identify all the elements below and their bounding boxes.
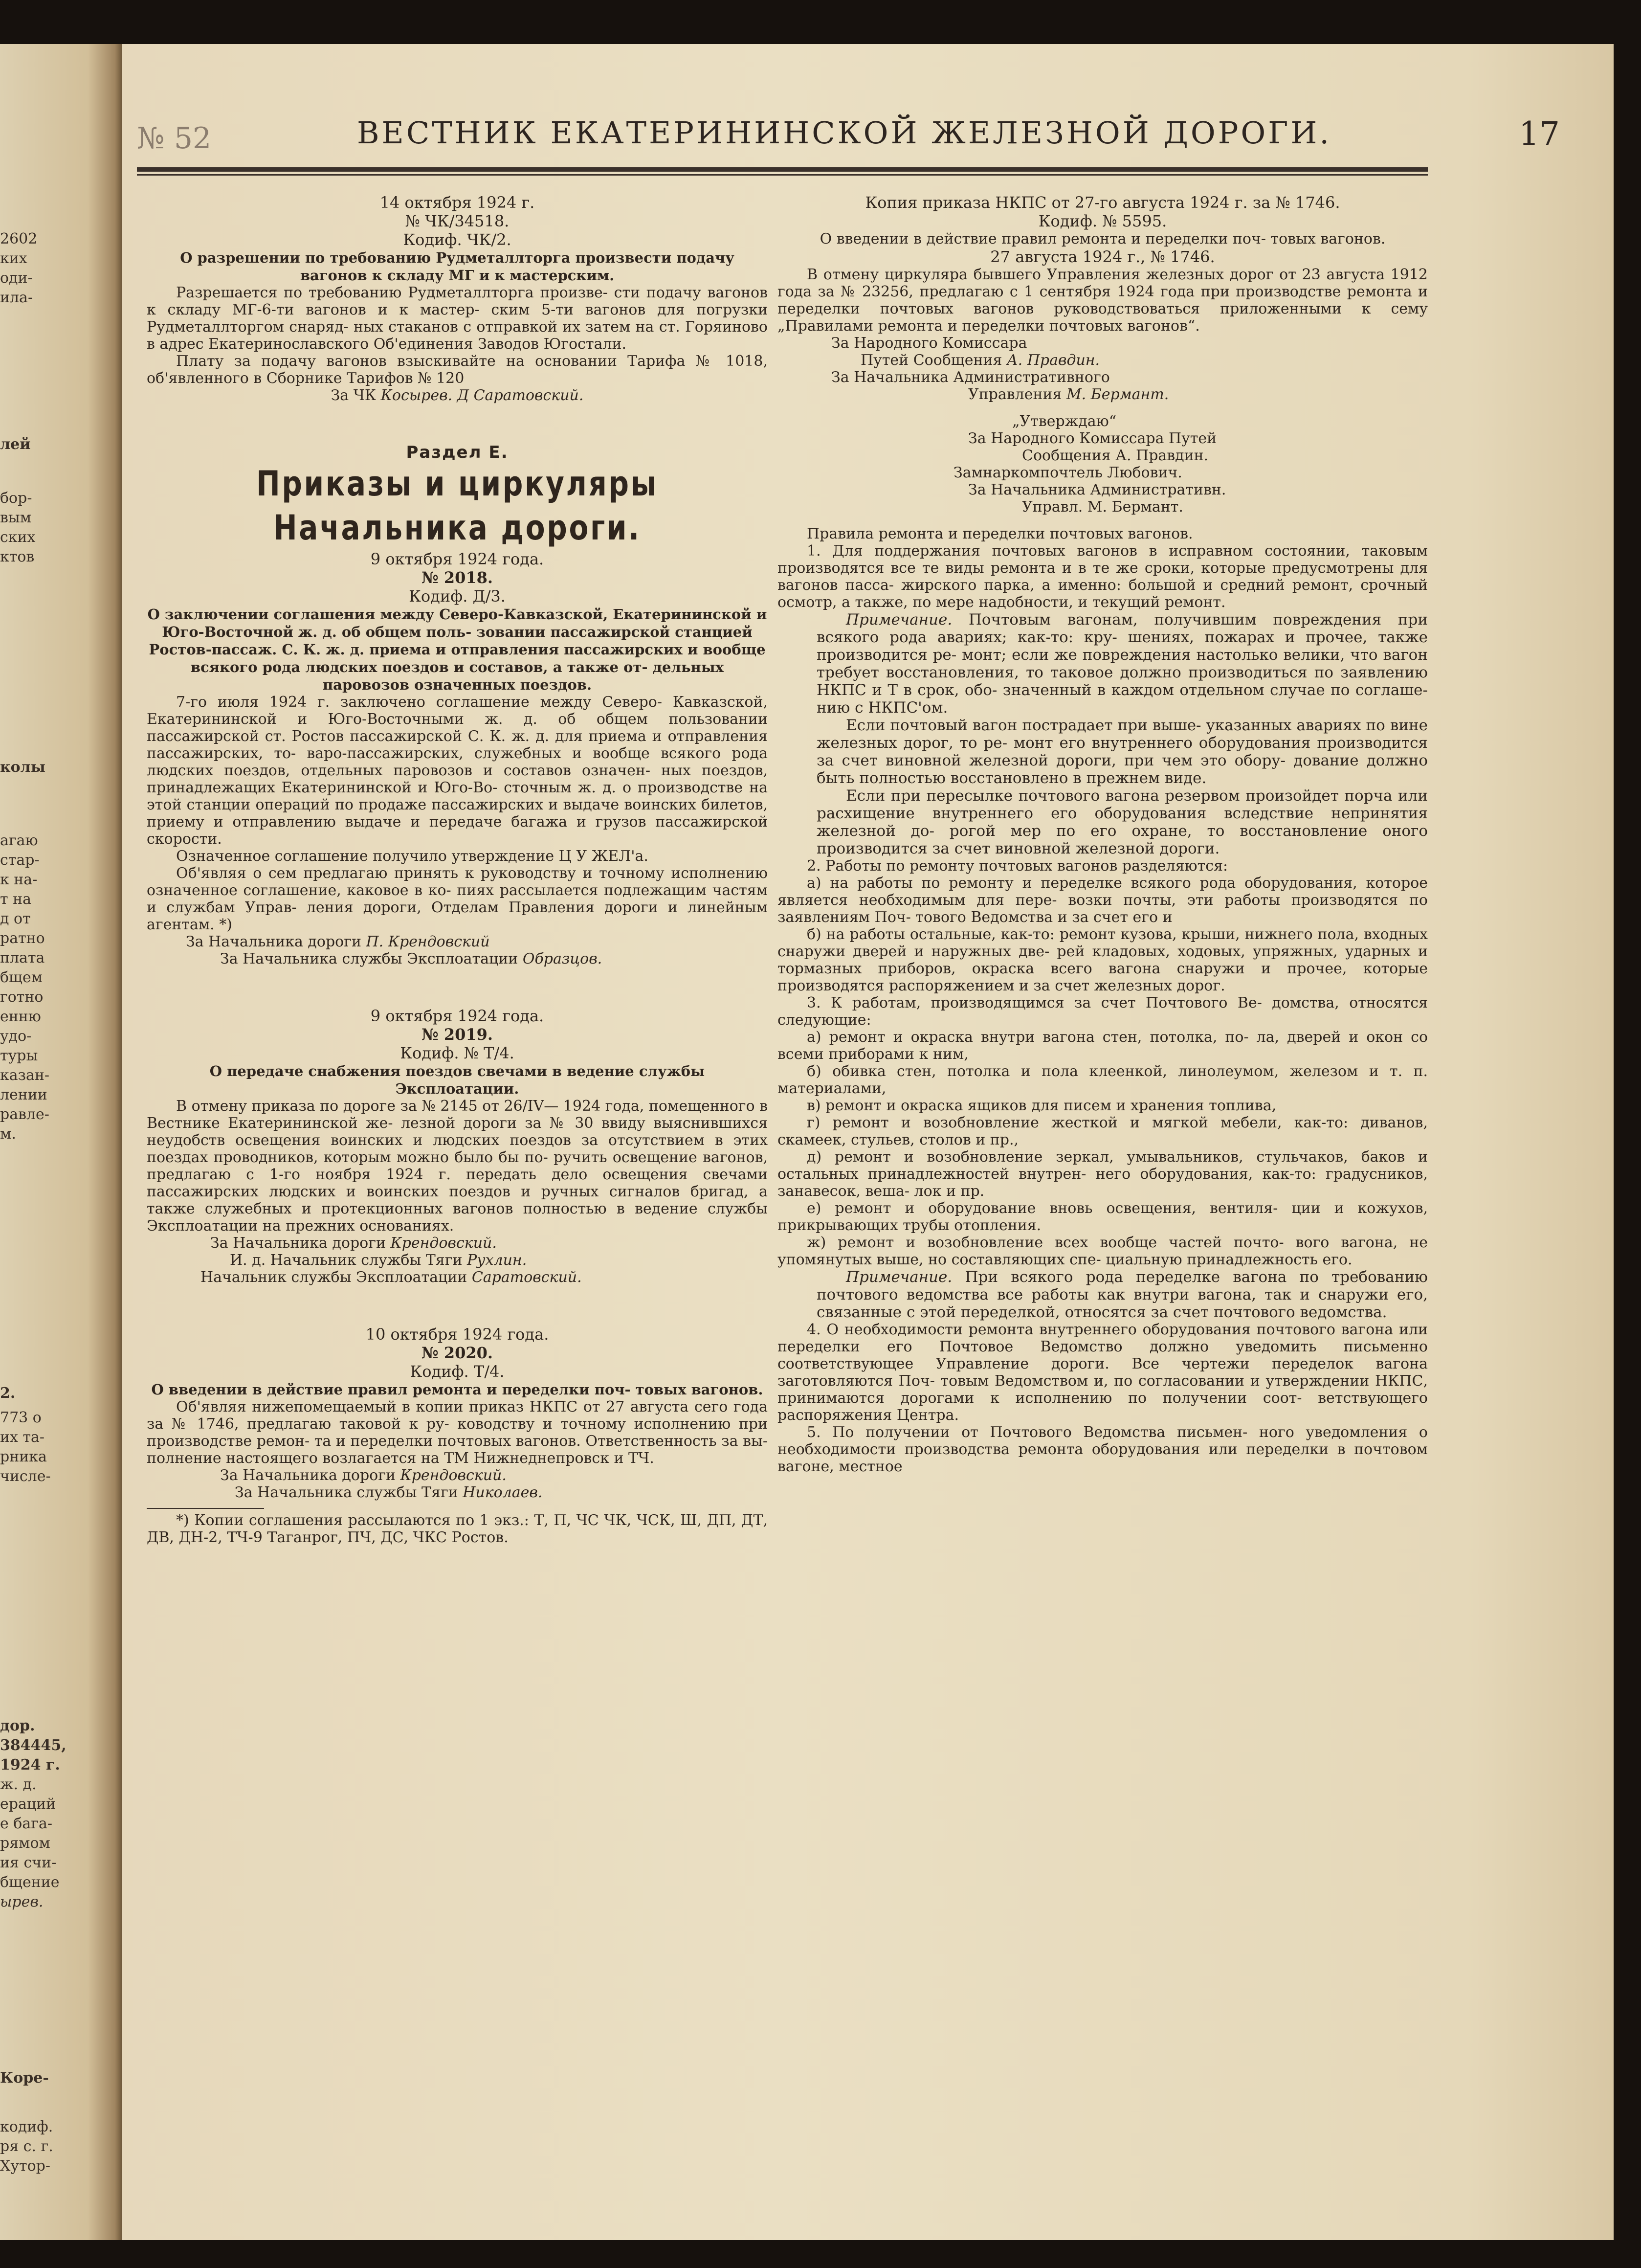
header-rule-thin [137, 174, 1428, 176]
order3-sig3 [147, 1269, 768, 1286]
order1-date: 14 октября 1924 г. [379, 193, 535, 212]
order3-sig3-prefix: Начальник службы Эксплоатации [200, 1269, 467, 1286]
cut-off-text-fragment: 1924 г. [0, 1756, 60, 1774]
cut-off-text-fragment: рямом [0, 1835, 50, 1852]
order2-sig1-prefix: За Начальника дороги [186, 933, 361, 950]
page-number: 17 [1519, 115, 1560, 153]
cut-off-text-fragment: плата [0, 949, 45, 966]
section-label: Раздел Е. [406, 443, 509, 462]
cut-off-text-fragment: кодиф. [0, 2118, 53, 2135]
order4-sig2-prefix: За Начальника службы Тяги [235, 1484, 458, 1501]
cut-off-text-fragment: лей [0, 436, 31, 453]
cut-off-text-fragment: колы [0, 759, 45, 776]
cut-off-text-fragment: их та- [0, 1429, 45, 1446]
cut-off-text-fragment: дор. [0, 1717, 35, 1734]
order2-sig2-prefix: За Начальника службы Эксплоатации [220, 950, 518, 967]
cut-off-text-fragment: 2. [0, 1385, 16, 1402]
rule-3g: ж) ремонт и возобновление всех вообще частей почто- вого вагона, не упомянутых выше, но составляющих спе- циальную принадлежность его. [777, 1234, 1428, 1268]
cut-off-text-fragment: казан- [0, 1067, 50, 1084]
cut-off-text-fragment: енню [0, 1008, 41, 1025]
cut-off-text-fragment: ря с. г. [0, 2138, 53, 2155]
note-4-text: При всякого рода переделке вагона по требованию почтового ведомства все работы как внутри вагона, так и снаружи его, связанные с этой переделкой, относятся за счет почтового ведомства. [817, 1268, 1428, 1321]
approve-line: За Народного Комиссара Путей [968, 430, 1217, 447]
cut-off-text-fragment: оди- [0, 269, 33, 287]
order1-body2: Плату за подачу вагонов взыскивайте на основании Тарифа № 1018, об'явленного в Сборнике Тарифов № 120 [147, 353, 768, 387]
order4-title: О введении в действие правил ремонта и переделки поч- товых вагонов. [151, 1381, 763, 1398]
header-rule-thick [137, 167, 1428, 172]
cut-off-text-fragment: Хутор- [0, 2157, 51, 2175]
order4-date: 10 октября 1924 года. [365, 1325, 549, 1344]
order4-sig1 [147, 1467, 768, 1484]
spacer [147, 1286, 768, 1325]
cut-off-text-fragment: ж. д. [0, 1776, 37, 1793]
order1-signature [147, 387, 768, 404]
order2-sig2 [147, 950, 768, 967]
approve-line: Замнаркомпочтель Любович. [954, 464, 1182, 481]
cut-off-text-fragment: 773 о [0, 1409, 42, 1426]
order3-sig1-prefix: За Начальника дороги [210, 1235, 386, 1252]
approve-line: За Начальника Административн. [968, 481, 1226, 498]
order2-body3: Об'являя о сем предлагаю принять к руководству и точному исполнению означенное соглашение, каковое в ко- пиях рассылается подлежащим частям и службам Управ- ления дороги, Отделам Правления дороги и линейным агентам. *) [147, 865, 768, 933]
rule-3a: а) ремонт и окраска внутри вагона стен, потолка, по- ла, дверей и окон со всеми приборами к ним, [777, 1029, 1428, 1063]
rule-4: 4. О необходимости ремонта внутреннего оборудования почтового вагона или переделки его Почтовое Ведомство должно уведомить письменно соответствующее Управление дороги. Все чертежи переделок вагона заготовляются Поч- товым Ведомством и, по согласовании и утверждении НКПС, принимаются дорогами к исполнению по получении соот- ветствующего распоряжения Центра. [777, 1321, 1428, 1424]
order4-sig2 [147, 1484, 768, 1501]
rule-3f: е) ремонт и оборудование вновь освещения, вентиля- ции и кожухов, прикрывающих трубы отопления. [777, 1200, 1428, 1234]
order3-sig1 [147, 1235, 768, 1252]
order2-body2: Означенное соглашение получило утверждение Ц У ЖЕЛ'а. [176, 848, 648, 865]
right-sig1b-label: Путей Сообщения [861, 352, 1002, 369]
order2-number: № 2018. [421, 568, 493, 587]
cut-off-text-fragment: лении [0, 1086, 47, 1103]
order3-title: О передаче снабжения поездов свечами в ведение службы Эксплоатации. [209, 1063, 705, 1097]
note-1-label: Примечание. [846, 611, 953, 629]
order1-number: № ЧК/34518. [405, 212, 510, 230]
order4-sig2-name: Николаев. [463, 1484, 543, 1501]
right-sig1a: За Народного Комиссара [831, 335, 1027, 352]
order2-codif: Кодиф. Д/3. [409, 587, 506, 606]
right-date: 27 августа 1924 г., № 1746. [990, 247, 1215, 266]
right-body: В отмену циркуляра бывшего Управления железных дорог от 23 августа 1912 года за № 23256, предлагаю с 1 сентября 1924 года при производстве ремонта и переделки почтовых вагонов руководствоваться приложенными к сему „Правилами ремонта и переделки почтовых вагонов“. [777, 266, 1428, 335]
spacer [777, 403, 1428, 413]
cut-off-text-fragment: ия счи- [0, 1854, 57, 1871]
order3-sig2-name: Рухлин. [467, 1252, 527, 1269]
note-4 [777, 1268, 1428, 1321]
cut-off-text-fragment: м. [0, 1125, 16, 1143]
cut-off-text-fragment: бщение [0, 1874, 60, 1891]
rules-title: Правила ремонта и переделки почтовых вагонов. [807, 525, 1193, 542]
right-sig2b-label: Управления [968, 386, 1062, 403]
note-2: Если почтовый вагон пострадает при выше- указанных авариях по вине железных дорог, то ре- монт его внутреннего оборудования производится за счет виновной железной дороги, при чем это обору- дование должно быть полностью восстановлено в прежнем виде. [817, 717, 1428, 787]
cut-off-text-fragment: 384445, [0, 1737, 67, 1754]
right-title: О введении в действие правил ремонта и переделки поч- товых вагонов. [820, 230, 1386, 247]
cut-off-text-fragment: к на- [0, 871, 38, 888]
order2-sig1-name: П. Крендовский [366, 933, 490, 950]
note-4-label: Примечание. [846, 1268, 953, 1286]
spacer [777, 516, 1428, 525]
right-sig1b [777, 352, 1428, 369]
right-sig2a: За Начальника Административного [831, 369, 1110, 386]
cut-off-text-fragment: 2602 [0, 230, 38, 247]
cut-off-text-fragment: ила- [0, 289, 33, 306]
order3-sig1-name: Крендовский. [390, 1235, 497, 1252]
order2-title: О заключении соглашения между Северо-Кавказской, Екатерининской и Юго-Восточной ж. д. об общем поль- зовании пассажирской станцией Ростов-пассаж. С. К. ж. д. приема и отправления пассажирских и вообще всякого рода людских поездов и составов, а также от- дельных паровозов означенных поездов. [147, 606, 767, 693]
cut-off-text-fragment: ырев. [0, 1893, 44, 1910]
rule-2b: б) на работы остальные, как-то: ремонт кузова, крыши, нижнего пола, входных снаружи дверей и наружных две- рей кладовых, ходовых, упряжных, ударных и тормазных приборов, окраска всего вагона снаружи и прочее, которые производятся распоряжением и за счет железных дорог. [777, 926, 1428, 994]
copy-line: Копия приказа НКПС от 27-го августа 1924 г. за № 1746. [865, 193, 1340, 212]
order3-sig3-name: Саратовский. [471, 1269, 582, 1286]
order1-title: О разрешении по требованию Рудметаллторга произвести подачу вагонов к складу МГ и к мастерским. [180, 249, 734, 284]
section-title: Приказы и циркуляры Начальника дороги. [256, 464, 658, 548]
order1-codif: Кодиф. ЧК/2. [403, 230, 511, 249]
cut-off-text-fragment: бщем [0, 969, 43, 986]
order2-sig2-name: Образцов. [522, 950, 602, 967]
order2-date: 9 октября 1924 года. [370, 550, 544, 568]
rule-3b: б) обивка стен, потолка и пола клеенкой, линолеумом, железом и т. п. материалами, [777, 1063, 1428, 1097]
order1-sig-names: Косырев. Д Саратовский. [380, 387, 584, 404]
journal-title: ВЕСТНИК ЕКАТЕРИНИНСКОЙ ЖЕЛЕЗНОЙ ДОРОГИ. [357, 115, 1332, 151]
page-header [137, 112, 1579, 166]
approve-line: „Утверждаю“ [1012, 413, 1117, 430]
cut-off-text-fragment: равле- [0, 1106, 49, 1123]
cut-off-text-fragment: удо- [0, 1028, 32, 1045]
right-codif: Кодиф. № 5595. [1038, 212, 1167, 230]
order4-codif: Кодиф. Т/4. [410, 1362, 505, 1381]
cut-off-text-fragment: ских [0, 529, 36, 546]
rule-3d: г) ремонт и возобновление жесткой и мягкой мебели, как-то: диванов, скамеек, стульев, столов и пр., [777, 1114, 1428, 1148]
order4-sig1-name: Крендовский. [400, 1467, 507, 1484]
order3-number: № 2019. [421, 1025, 493, 1044]
issue-number: № 52 [137, 121, 212, 156]
order3-sig2 [147, 1252, 768, 1269]
cut-off-text-fragment: ераций [0, 1796, 56, 1813]
cut-off-text-fragment: готно [0, 988, 44, 1006]
order2-sig1 [147, 933, 768, 950]
cut-off-text-fragment: ктов [0, 548, 35, 565]
order3-body: В отмену приказа по дороге за № 2145 от 26/IV— 1924 года, помещенного в Вестнике Екатерининской же- лезной дороги за № 30 ввиду выяснившихся неудобств освещения воинских и людских поездов за отсутствием в этих поездах проводников, которым можно было бы по- ручить освещение вагонов, предлагаю с 1-го ноября 1924 г. передать дело освещения свечами пассажирских людских и воинских поездов и ручных сигналов бригад, а также служебных и протекционных вагонов полностью в ведение службы Эксплоатации на прежних основаниях. [147, 1098, 768, 1235]
spacer [147, 967, 768, 1007]
right-column [777, 193, 1428, 1475]
order4-number: № 2020. [421, 1344, 493, 1362]
adjacent-page-fragment [0, 44, 122, 2240]
cut-off-text-fragment: агаю [0, 832, 38, 849]
rule-3e: д) ремонт и возобновление зеркал, умывальников, стульчаков, баков и остальных принадлежностей внутрен- него оборудования, как-то: градусников, занавесок, веша- лок и пр. [777, 1148, 1428, 1200]
footnote: *) Копии соглашения рассылаются по 1 экз.: Т, П, ЧС ЧК, ЧСК, Ш, ДП, ДТ, ДВ, ДН-2, ТЧ-9 Таганрог, ПЧ, ДС, ЧКС Ростов. [147, 1512, 768, 1546]
cut-off-text-fragment: числе- [0, 1468, 51, 1485]
order1-sig-prefix: За ЧК [331, 387, 377, 404]
spacer [147, 404, 768, 443]
order3-sig2-prefix: И. д. Начальник службы Тяги [230, 1252, 463, 1269]
order4-body: Об'являя нижепомещаемый в копии приказ НКПС от 27 августа сего года за № 1746, предлагаю таковой к ру- ководству и точному исполнению при производстве ремон- та и переделки почтовых вагонов. Ответственность за вы- полнение настоящего возлагается на ТМ Нижнеднепровск и ТЧ. [147, 1398, 768, 1467]
cut-off-text-fragment: рника [0, 1448, 47, 1465]
note-1-text: Почтовым вагонам, получившим повреждения при всякого рода авариях; как-то: кру- шениях, пожарах и прочее, также производится ре- монт; если же повреждения настолько велики, что вагон требует восстановления, то таковое должно производиться по заявлению НКПС и Т в срок, обо- значенный в каждом отдельном случае по соглаше- нию с НКПС'ом. [817, 611, 1428, 717]
rule-2a: а) на работы по ремонту и переделке всякого рода оборудования, которое является необходимым для пере- возки почты, эти работы производятся по заявлениям Поч- тового Ведомства и за счет его и [777, 875, 1428, 926]
approval-block [777, 413, 1428, 516]
rule-1: 1. Для поддержания почтовых вагонов в исправном состоянии, таковым производятся все те виды ремонта и в те же сроки, которые предусмотрены для вагонов пасса- жирского парка, а именно: большой и средний ремонт, срочный осмотр, а также, по мере надобности, и текущий ремонт. [777, 542, 1428, 611]
cut-off-text-fragment: бор- [0, 490, 32, 507]
rule-2: 2. Работы по ремонту почтовых вагонов разделяются: [807, 857, 1228, 875]
cut-off-text-fragment: вым [0, 509, 32, 526]
right-sig2b [777, 386, 1428, 403]
rule-5: 5. По получении от Почтового Ведомства письмен- ного уведомления о необходимости производства ремонта оборудования или переделки в почтовом вагоне, местное [777, 1424, 1428, 1475]
order4-sig1-prefix: За Начальника дороги [220, 1467, 396, 1484]
rule-3: 3. К работам, производящимся за счет Почтового Ве- домства, относятся следующие: [777, 994, 1428, 1029]
note-1 [777, 611, 1428, 717]
footnote-rule [147, 1508, 264, 1509]
cut-off-text-fragment: стар- [0, 852, 40, 869]
cut-off-text-fragment: е бага- [0, 1815, 52, 1832]
left-column [147, 193, 768, 1546]
newspaper-page [0, 44, 1614, 2240]
right-sig1b-name: А. Правдин. [1006, 352, 1100, 369]
cut-off-text-fragment: т на [0, 891, 32, 908]
order1-body: Разрешается по требованию Рудметаллторга произве- сти подачу вагонов к складу МГ-6-ти вагонов и к мастер- ским 5-ти вагонов для погрузки Рудметаллторгом снаряд- ных стаканов с отправкой их затем на ст. Горяиново в адрес Екатеринославского Об'единения Заводов Югостали. [147, 284, 768, 353]
cut-off-text-fragment: ратно [0, 930, 45, 947]
right-sig2b-name: М. Бермант. [1066, 386, 1169, 403]
order3-codif: Кодиф. № Т/4. [400, 1044, 514, 1062]
rule-3c: в) ремонт и окраска ящиков для писем и хранения топлива, [807, 1097, 1277, 1114]
cut-off-text-fragment: ких [0, 250, 27, 267]
order3-date: 9 октября 1924 года. [370, 1007, 544, 1025]
note-3: Если при пересылке почтового вагона резервом произойдет порча или расхищение внутреннего его оборудования вследствие непринятия железной до- рогой мер по его охране, то восстановление оного производится за счет виновной железной дороги. [817, 787, 1428, 857]
approve-line: Сообщения А. Правдин. [1022, 447, 1209, 464]
order2-body: 7-го июля 1924 г. заключено соглашение между Северо- Кавказской, Екатерининской и Юго-Восточными ж. д. об общем пользовании пассажирской ст. Ростов пассажирской С. К. ж. д. для приема и отправления пассажирских, то- варо-пассажирских, служебных и вообще всякого рода людских поездов, отдельных паровозов и составов означен- ных поездов, принадлежащих Екатерининской и Юго-Во- сточным ж. д. о производстве на этой станции операций по продаже пассажирских и выдаче воинских билетов, приему и отправлению выдаче и передаче багажа и грузов пассажирской скорости. [147, 694, 768, 848]
cut-off-text-fragment: Коре- [0, 2069, 49, 2087]
cut-off-text-fragment: туры [0, 1047, 38, 1064]
approve-line: Управл. М. Бермант. [1022, 498, 1183, 516]
cut-off-text-fragment: д от [0, 910, 31, 927]
